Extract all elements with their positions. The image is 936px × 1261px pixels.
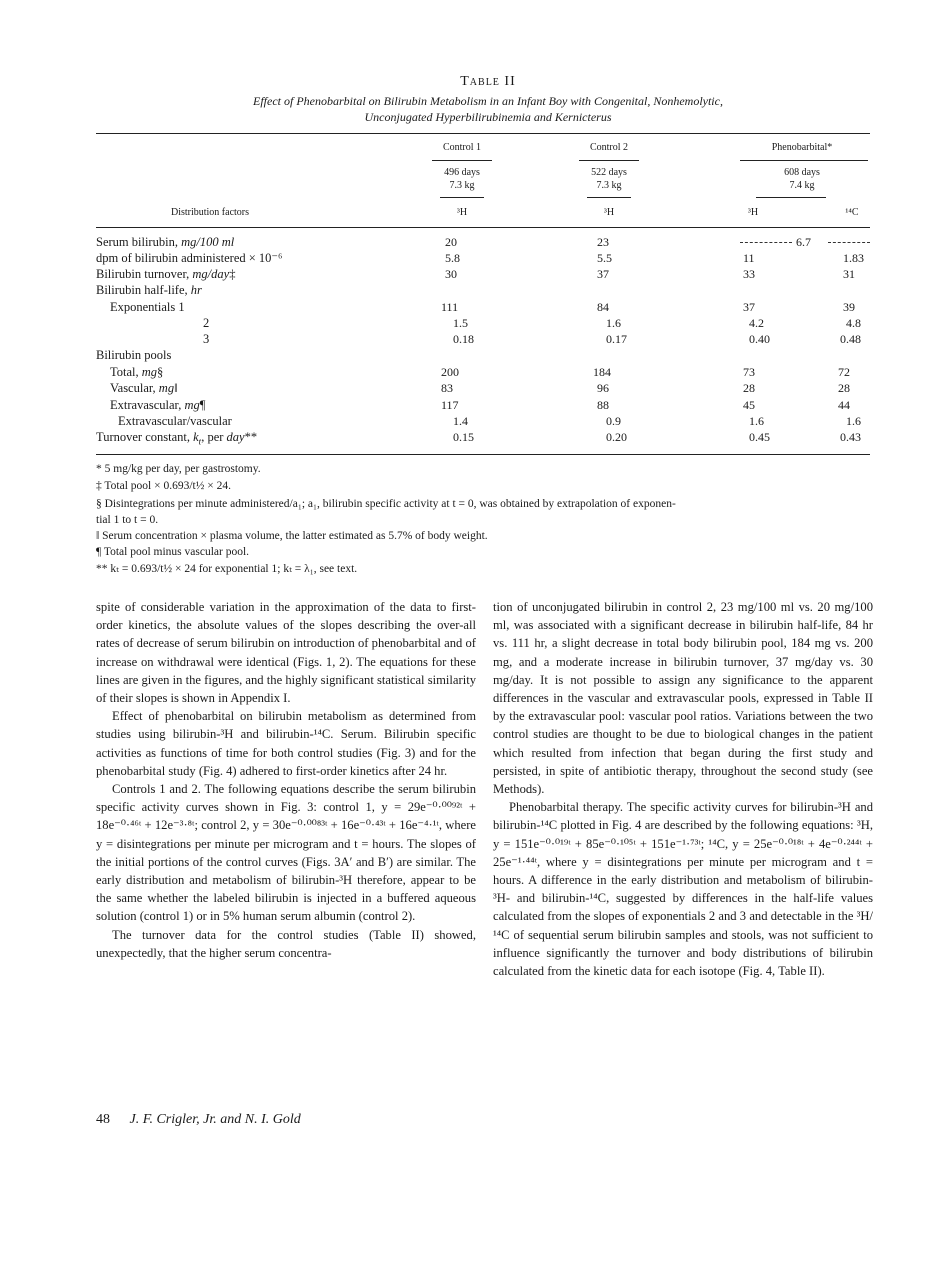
table-top-rule (96, 133, 870, 134)
table-cell: 72 (838, 365, 850, 379)
table-cell: 30 (445, 267, 457, 281)
table-row-label: Exponentials 1 (110, 300, 185, 314)
table-subtitle-line2: Unconjugated Hyperbilirubinemia and Kernicterus (364, 110, 612, 124)
table-cell: 4.2 (749, 316, 764, 330)
header-p-days: 608 days (784, 167, 820, 178)
table-cell: 0.18 (453, 332, 474, 346)
table-subtitle (0, 93, 936, 125)
table-cell: 28 (838, 381, 850, 395)
header-p-c-iso: ¹⁴C (845, 207, 859, 218)
table-cell: 44 (838, 398, 850, 412)
table-cell: 1.83 (843, 251, 864, 265)
table-cell: 1.6 (606, 316, 621, 330)
rule-c2-sub (587, 197, 631, 198)
header-phenobarbital: Phenobarbital* (771, 142, 833, 153)
table-row-label: Vascular, mg‖ (110, 381, 178, 395)
body-left-column (96, 598, 476, 962)
table-row-label: 3 (203, 332, 210, 346)
table-cell: 88 (597, 398, 609, 412)
table-row-label: Extravascular/vascular (118, 414, 232, 428)
running-authors: J. F. Crigler, Jr. and N. I. Gold (129, 1112, 301, 1127)
table-cell: 37 (597, 267, 609, 281)
table-cell: 1.4 (453, 414, 468, 428)
paragraph: spite of considerable variation in the approximation of the data to first-order kinetics, the absolute values of the slopes describing the over-all rates of decrease of serum bilirubin on introduction of phenobarbital and of increase on withdrawal were identical (Figs. 1, 2). The equations for these lines are given in the figures, and the highly significant statistical similarity of their slopes is shown in Appendix I. (96, 600, 476, 706)
table-cell: 73 (743, 365, 755, 379)
table-bottom-rule (96, 454, 870, 455)
table-row-label: Serum bilirubin, mg/100 ml (96, 235, 235, 249)
table-cell: 11 (743, 251, 755, 265)
footnote: ‖ Serum concentration × plasma volume, the latter estimated as 5.7% of body weight. (96, 530, 488, 542)
rule-control1 (432, 160, 492, 161)
footnote: ‡ Total pool × 0.693/t½ × 24. (96, 480, 231, 492)
table-cell: 37 (743, 300, 755, 314)
table-cell: 45 (743, 398, 755, 412)
paragraph: Phenobarbital therapy. The specific activity curves for bilirubin-³H and bilirubin-¹⁴C plotted in Fig. 4 are described by the following equations: ³H, y = 151e⁻⁰·⁰¹⁹ᵗ + 85e⁻⁰·¹⁰⁵ᵗ + 151e⁻¹·⁷³ᵗ; ¹⁴C, y = 25e⁻⁰·⁰¹⁸ᵗ + 4e⁻⁰·²⁴⁴ᵗ + 25e⁻¹·⁴⁴ᵗ, where y = disintegrations per minute per microgram and t = hours. A difference in the early distribution and metabolism of bilirubin-³H- and bilirubin-¹⁴C, suggested by differences in the half-life values calculated from the slopes of exponentials 2 and 3 and detectable in the ³H/¹⁴C of sequential serum bilirubin samples and stools, was not sufficient to influence significantly the turnover and body distributions of bilirubin calculated from the kinetic data for each isotope (Fig. 4, Table II). (493, 800, 873, 979)
header-p-h-iso: ³H (747, 207, 759, 218)
table-cell: 28 (743, 381, 755, 395)
body-right-column (493, 598, 873, 980)
table-cell: 5.8 (445, 251, 460, 265)
header-control2: Control 2 (589, 142, 629, 153)
table-cell: 1.5 (453, 316, 468, 330)
footnote: ¶ Total pool minus vascular pool. (96, 546, 250, 558)
table-row-label: Bilirubin turnover, mg/day‡ (96, 267, 236, 281)
table-cell: 0.40 (749, 332, 770, 346)
table-cell: 0.48 (840, 332, 861, 346)
table-cell: 0.9 (606, 414, 621, 428)
table-cell: 0.43 (840, 430, 861, 444)
table-cell: 33 (743, 267, 755, 281)
page-number: 48 (96, 1112, 110, 1127)
table-row-label: Bilirubin half-life, hr (96, 283, 202, 297)
table-row-label: Extravascular, mg¶ (110, 398, 206, 412)
table-row-label: 2 (203, 316, 210, 330)
header-p-kg: 7.4 kg (789, 180, 815, 191)
table-cell: 184 (593, 365, 611, 379)
footnote: tial 1 to t = 0. (96, 514, 159, 526)
footnote: ** kₜ = 0.693/t½ × 24 for exponential 1; kₜ = λ₁, see text. (96, 563, 358, 575)
table-cell: 0.45 (749, 430, 770, 444)
header-c1-iso: ³H (456, 207, 468, 218)
merged-cell-rule (740, 242, 792, 243)
paragraph: The turnover data for the control studies (Table II) showed, unexpectedly, that the higher serum concentra- (96, 927, 476, 960)
header-c2-kg: 7.3 kg (596, 180, 622, 191)
paragraph: Effect of phenobarbital on bilirubin metabolism as determined from studies using bilirubin-³H and bilirubin-¹⁴C. Serum. Bilirubin specific activities as functions of time for both control studies (Fig. 3) and for the phenobarbital study (Fig. 4) adhered to first-order kinetics after 24 hr. (96, 709, 476, 778)
table-cell: 6.7 (796, 235, 811, 249)
table-title: Table II (460, 74, 516, 89)
table-cell: 83 (441, 381, 453, 395)
header-control1: Control 1 (442, 142, 482, 153)
paragraph: tion of unconjugated bilirubin in control 2, 23 mg/100 ml vs. 20 mg/100 ml, was associated with a significant decrease in bilirubin half-life, 84 hr vs. 111 hr, a slight decrease in total body bilirubin pool, 184 mg vs. 200 mg, and a moderate increase in bilirubin turnover, 37 mg/day vs. 30 mg/day. It is not possible to assign any significance to the apparent differences in the vascular and extravascular pools, expressed in Table II by the extravascular pool: vascular pool ratios. Variations between the two control studies are thought to be due to biological changes in the patient which resulted from infection that began during the first study and persisted, in spite of antibiotic therapy, throughout the second study (see Methods). (493, 600, 873, 797)
header-c2-iso: ³H (603, 207, 615, 218)
table-cell: 96 (597, 381, 609, 395)
table-cell: 39 (843, 300, 855, 314)
table-cell: 0.17 (606, 332, 627, 346)
rule-phenobarbital (740, 160, 868, 161)
table-cell: 0.20 (606, 430, 627, 444)
rule-p-sub (756, 197, 826, 198)
table-cell: 31 (843, 267, 855, 281)
table-cell: 200 (441, 365, 459, 379)
table-cell: 117 (441, 398, 459, 412)
paragraph: Controls 1 and 2. The following equations describe the serum bilirubin specific activity curves shown in Fig. 3: control 1, y = 29e⁻⁰·⁰⁰⁹²ᵗ + 18e⁻⁰·⁴⁶ᵗ + 12e⁻³·⁸ᵗ; control 2, y = 30e⁻⁰·⁰⁰⁸³ᵗ + 16e⁻⁰·⁴³ᵗ + 16e⁻⁴·¹ᵗ, where y = disintegrations per minute per microgram and t = hours. The slopes of the initial portions of the control curves (Figs. 3A′ and B′) are similar. The early distribution and metabolism of bilirubin-³H therefore, appear to be the same whether the labeled bilirubin is injected in a buffered aqueous solution (control 1) or in 5% human serum albumin (control 2). (96, 782, 476, 924)
header-c2-days: 522 days (591, 167, 627, 178)
table-row-label: Bilirubin pools (96, 348, 172, 362)
table-cell: 5.5 (597, 251, 612, 265)
table-cell: 4.8 (846, 316, 861, 330)
table-subtitle-line1: Effect of Phenobarbital on Bilirubin Metabolism in an Infant Boy with Congenital, Nonhemolytic, (253, 94, 723, 108)
table-row-label: Turnover constant, $k_t$, per day** (96, 430, 258, 447)
table-cell: 84 (597, 300, 609, 314)
page-footer (96, 1112, 301, 1128)
table-row-label: Total, mg§ (110, 365, 164, 379)
rule-c1-sub (440, 197, 484, 198)
table-header-rule (96, 227, 870, 228)
rule-control2 (579, 160, 639, 161)
merged-cell-rule (828, 242, 870, 243)
table-cell: 0.15 (453, 430, 474, 444)
table-cell: 23 (597, 235, 609, 249)
table-cell: 1.6 (846, 414, 861, 428)
header-c1-kg: 7.3 kg (449, 180, 475, 191)
table-cell: 111 (441, 300, 459, 314)
table-cell: 20 (445, 235, 457, 249)
header-c1-days: 496 days (444, 167, 480, 178)
table-row-label: dpm of bilirubin administered × 10⁻⁶ (96, 251, 283, 265)
footnote: § Disintegrations per minute administered/a₁; a₁, bilirubin specific activity at t = 0, was obtained by extrapolation of exponen- (96, 498, 676, 510)
footnote: * 5 mg/kg per day, per gastrostomy. (96, 463, 261, 475)
header-dist-factors: Distribution factors (170, 207, 250, 218)
table-cell: 1.6 (749, 414, 764, 428)
